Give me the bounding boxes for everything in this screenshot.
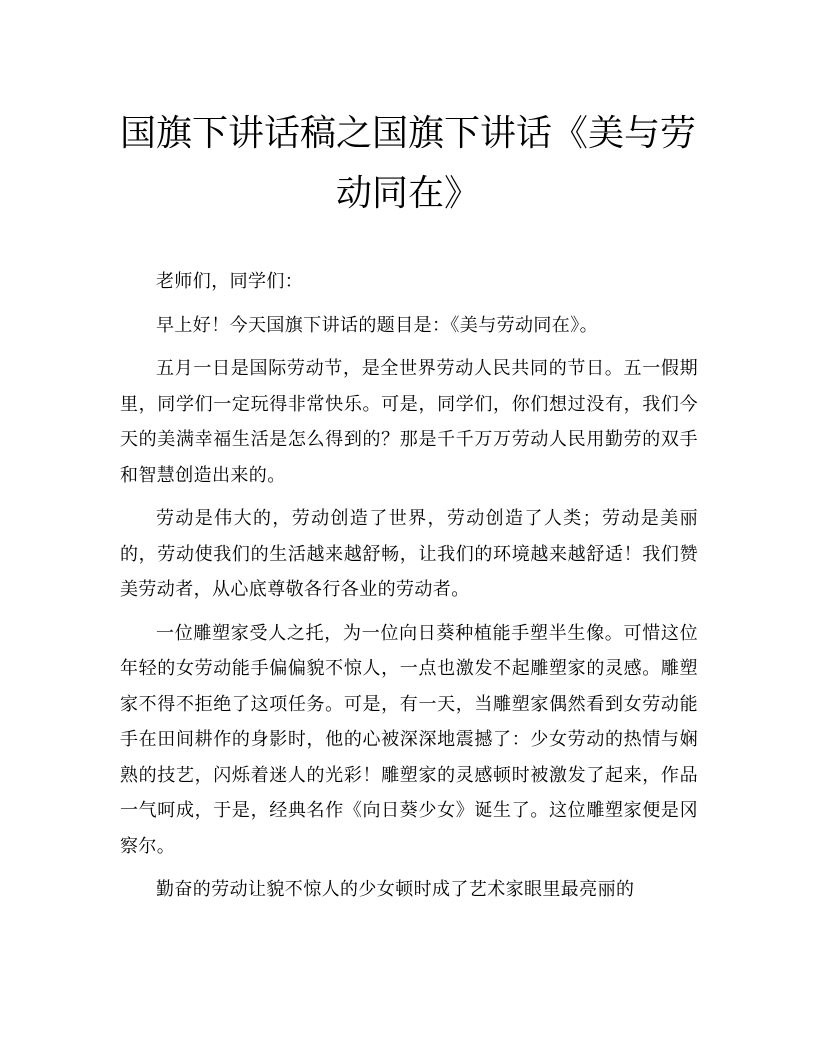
document-title: 国旗下讲话稿之国旗下讲话《美与劳动同在》 xyxy=(119,113,696,214)
paragraph-labor-praise: 劳动是伟大的，劳动创造了世界，劳动创造了人类；劳动是美丽的，劳动使我们的生活越来越舒畅，让我们的环境越来越舒适！我们赞美劳动者，从心底尊敬各行各业的劳动者。 xyxy=(120,508,698,600)
document-body xyxy=(120,264,698,908)
paragraph-salutation: 老师们，同学们： xyxy=(156,271,304,292)
paragraph-sculptor-story: 一位雕塑家受人之托，为一位向日葵种植能手塑半生像。可惜这位年轻的女劳动能手偏偏貌不惊人，一点也激发不起雕塑家的灵感。雕塑家不得不拒绝了这项任务。可是，有一天，当雕塑家偶然看到女劳动能手在田间耕作的身影时，他的心被深深地震撼了：少女劳动的热情与娴熟的技艺，闪烁着迷人的光彩！雕塑家的灵感顿时被激发了起来，作品一气呵成，于是，经典名作《向日葵少女》诞生了。这位雕塑家便是冈察尔。 xyxy=(120,622,698,857)
paragraph-greeting: 早上好！今天国旗下讲话的题目是：《美与劳动同在》。 xyxy=(156,314,598,336)
paragraph-conclusion: 勤奋的劳动让貌不惊人的少女顿时成了艺术家眼里最亮丽的 xyxy=(156,879,635,900)
paragraph-labor-day: 五月一日是国际劳动节，是全世界劳动人民共同的节日。五一假期里，同学们一定玩得非常快乐。可是，同学们，你们想过没有，我们今天的美满幸福生活是怎么得到的？那是千千万万劳动人民用勤劳的双手和智慧创造出来的。 xyxy=(120,358,698,486)
